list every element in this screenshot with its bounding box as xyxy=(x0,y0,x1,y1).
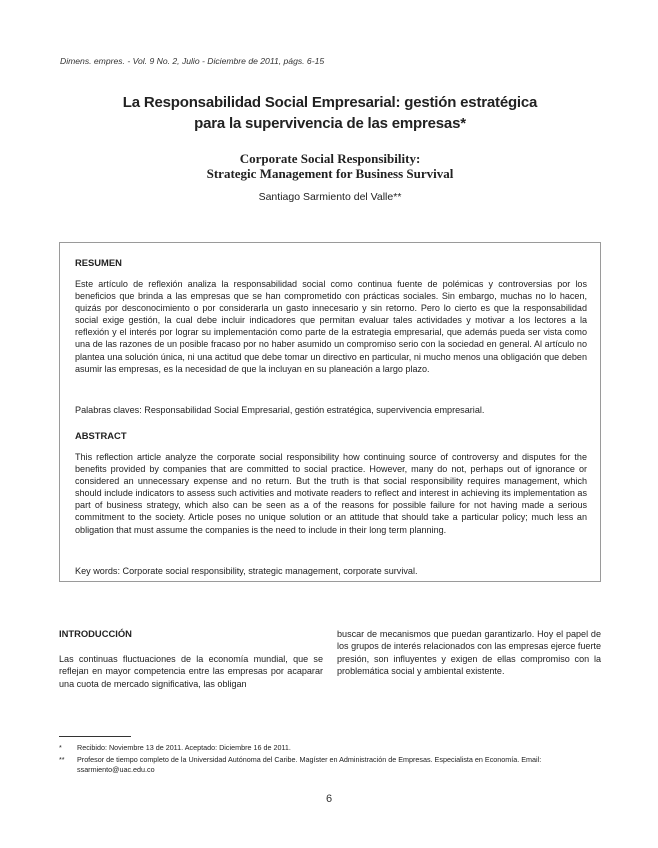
resumen-keywords: Palabras claves: Responsabilidad Social Empresarial, gestión estratégica, supervivencia empresarial. xyxy=(75,405,485,415)
footnote-2 xyxy=(59,755,601,777)
introduccion-heading: INTRODUCCIÓN xyxy=(59,628,132,639)
left-column xyxy=(59,628,323,690)
introduccion-text-left: Las continuas fluctuaciones de la economía mundial, que se reflejan en mayor competencia entre las empresas por acaparar una cuota de mercado significativa, las obligan xyxy=(59,654,323,689)
abstract-heading: ABSTRACT xyxy=(75,430,127,441)
author: Santiago Sarmiento del Valle** xyxy=(258,191,402,203)
abstract-box xyxy=(59,242,601,582)
resumen-text: Este artículo de reflexión analiza la responsabilidad social como continua fuente de polémicas y controversias por los beneficios que brinda a las empresas que se han comprometido con prácticas sociales. Sin embargo, muchas no lo hacen, quizás por desconocimiento o por considerarla un gasto innecesario y sin retorno. Pero lo cierto es que la responsabilidad social exige gestión, la cual debe incluir indicadores que permitan evaluar tales actividades y motivar a los lectores a la reflexión y el interés por lograr su implementación como parte de la estrategia empresarial, que además pueda ser vista como una de las razones de un posible fracaso por no haber asumido un compromiso serio con la sociedad en general. Al artículo no plantea una solución única, ni una actitud que debe tomar un directivo en particular, ni mucho menos una obligación que deben asumir las empresas, es la necesidad de que la incluyan en su planeación a largo plazo. xyxy=(75,279,587,374)
title-es-line-1: La Responsabilidad Social Empresarial: gestión estratégica xyxy=(122,94,538,111)
introduccion-text-right: buscar de mecanismos que puedan garantizarlo. Hoy el papel de los grupos de interés relacionados con las empresas ejerce fuerte presión, son influyentes y exigen de ellas compromiso con la problemática social y ambiental existente. xyxy=(337,629,602,676)
resumen-heading: RESUMEN xyxy=(75,257,122,268)
footnote-rule xyxy=(59,736,131,737)
abstract-keywords: Key words: Corporate social responsibility, strategic management, corporate survival. xyxy=(75,566,418,576)
title-en-line-1: Corporate Social Responsibility: xyxy=(239,151,421,166)
running-head: Dimens. empres. - Vol. 9 No. 2, Julio - Diciembre de 2011, págs. 6-15 xyxy=(60,56,325,66)
page-number: 6 xyxy=(325,793,333,805)
right-column xyxy=(337,628,601,677)
title-es-line-2: para la supervivencia de las empresas* xyxy=(194,115,466,132)
footnote-1-text: Recibido: Noviembre 13 de 2011. Aceptado: Diciembre 16 de 2011. xyxy=(77,743,291,752)
title-en-line-2: Strategic Management for Business Survival xyxy=(206,166,454,181)
footnote-1 xyxy=(59,743,601,753)
footnote-2-mark: ** xyxy=(59,755,65,764)
abstract-text: This reflection article analyze the corporate social responsibility how continuing source of controversy and disputes for the benefits provided by companies that are committed to social practice. However, many do not, perhaps out of ignorance or considered an unnecessary expense and no return. But the truth is that social responsibility requires management, which should include indicators to assess such activities and motivate readers to reflect and interest in achieving its implementation as part of business strategy, which also can be seen as a of the reasons for possible failure for not having made a serious commitment to the society. Article poses no unique solution or an attitude that should take a particular policy; much less an obligation that must assume the companies is the need to include in their long term planning. xyxy=(75,452,587,535)
footnote-2-text: Profesor de tiempo completo de la Universidad Autónoma del Caribe. Magíster en Administración de Empresas. Especialista en Economía. Email: ssarmiento@uac.edu.co xyxy=(77,755,542,774)
footnote-1-mark: * xyxy=(59,743,62,752)
